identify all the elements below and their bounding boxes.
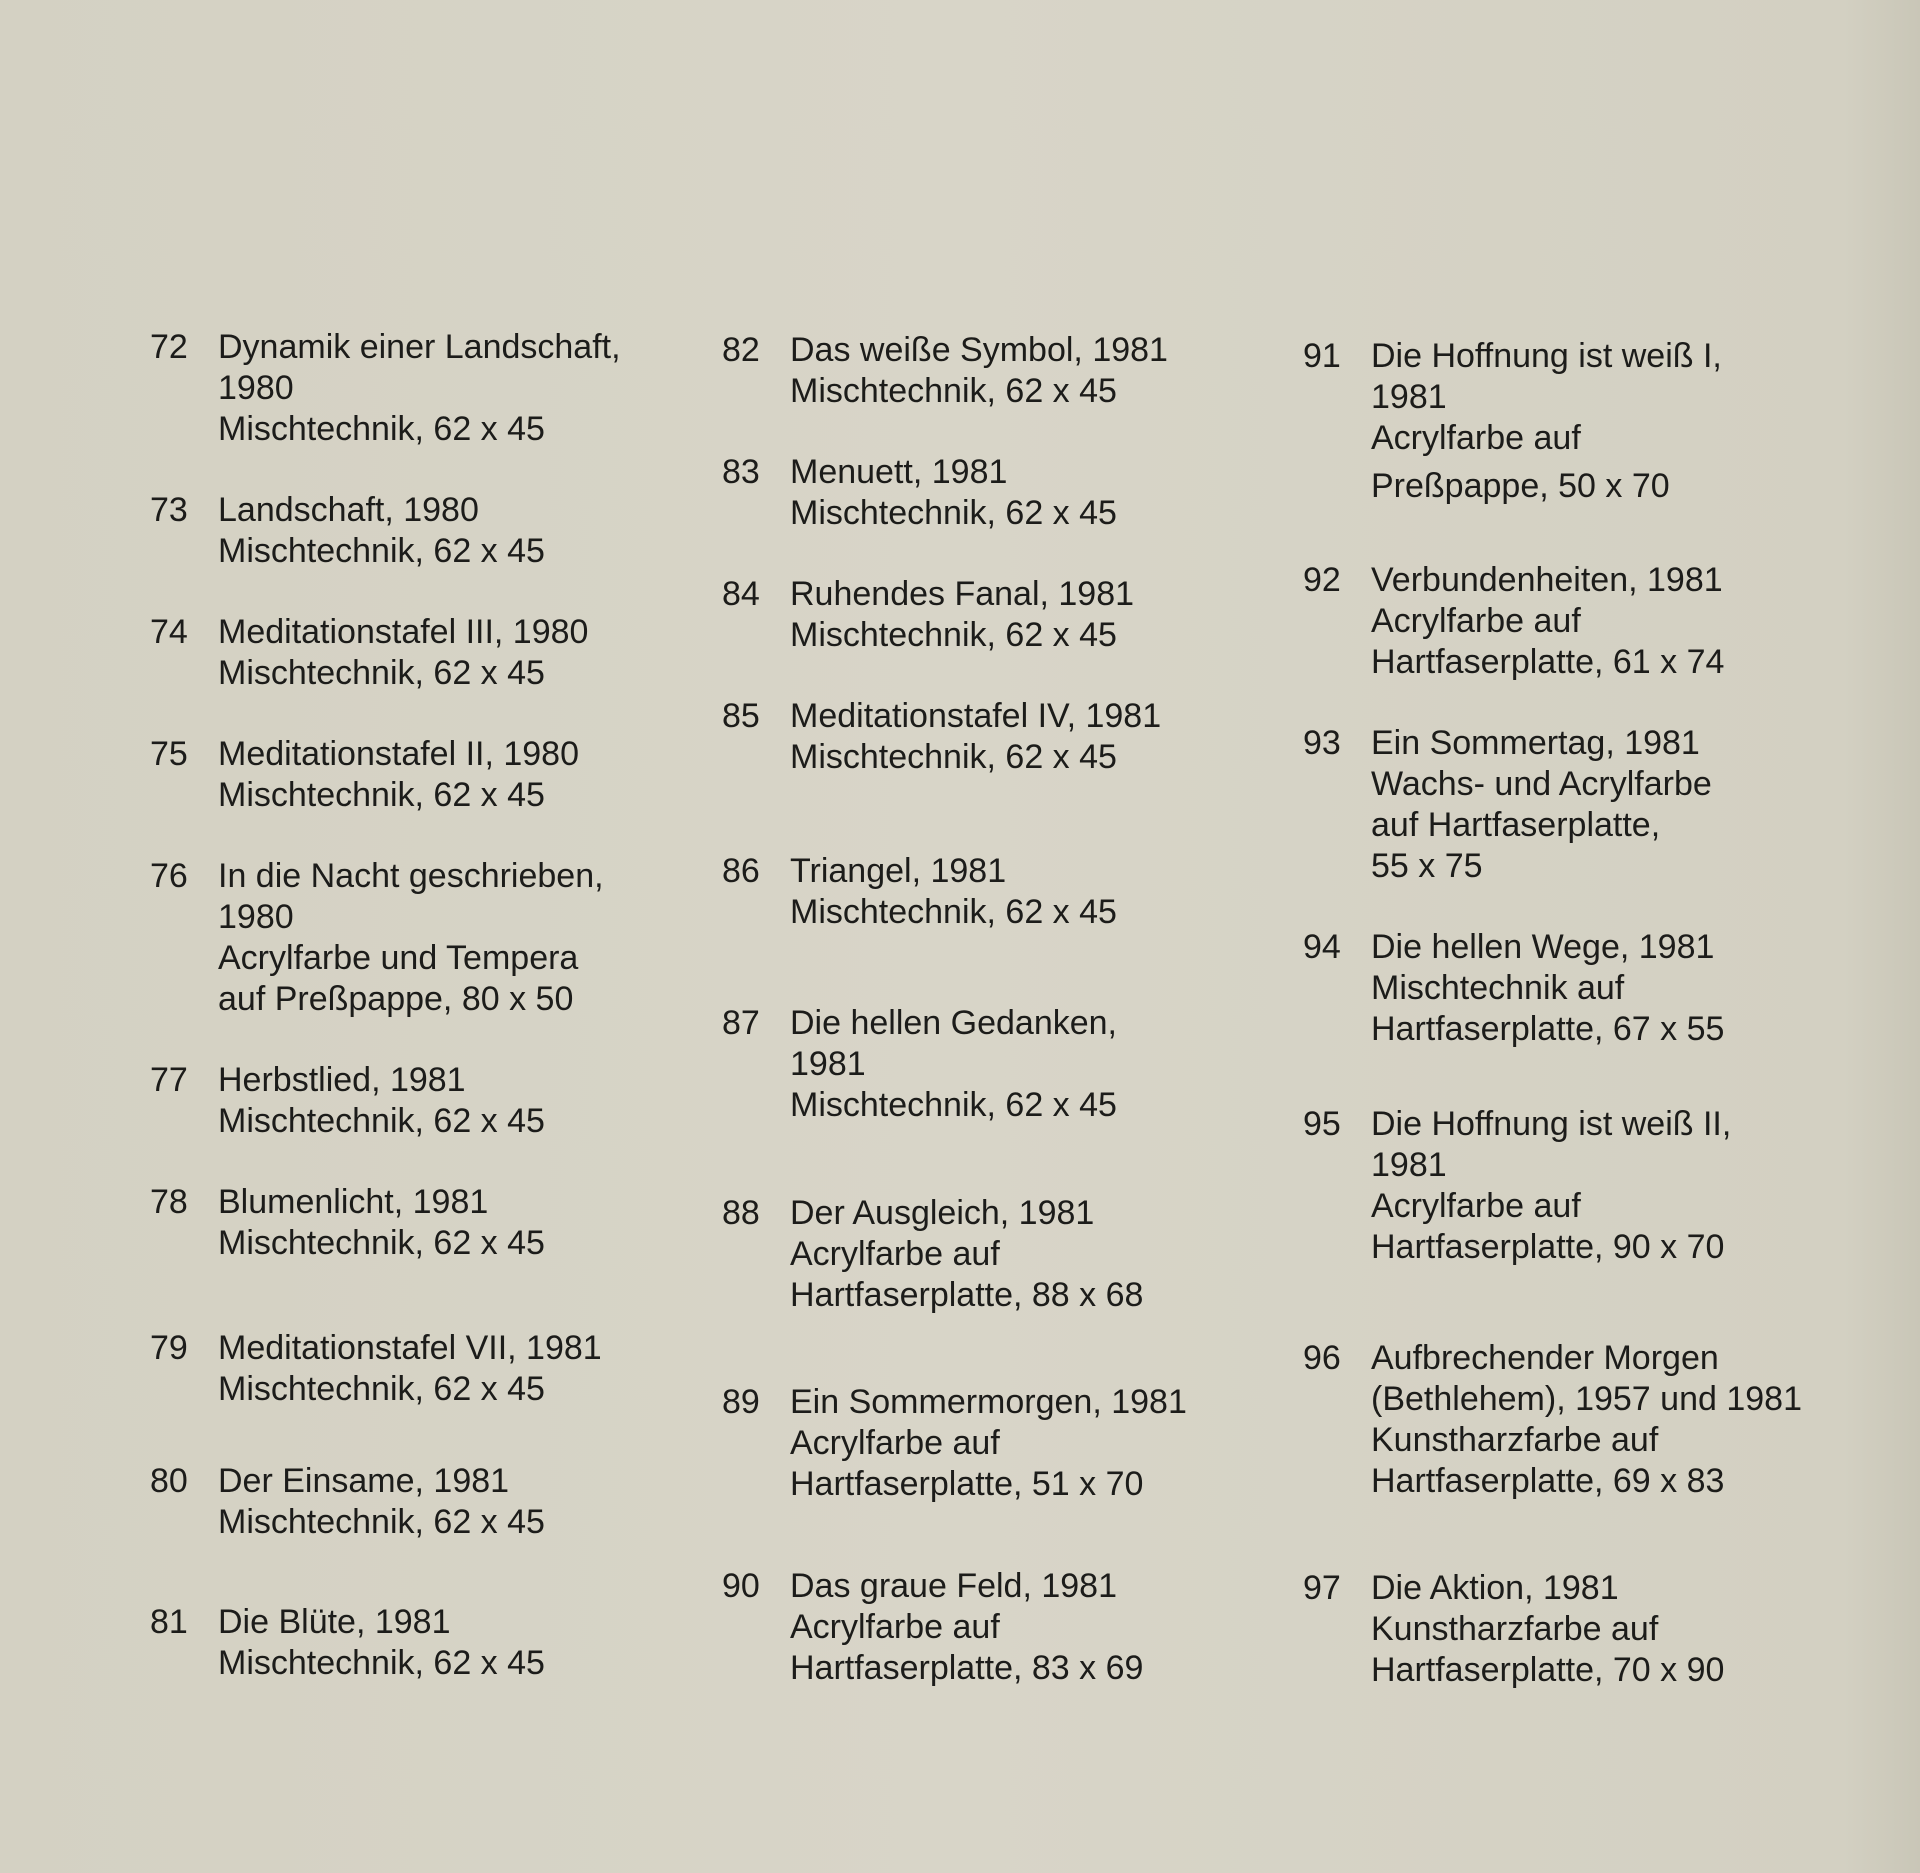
entry-number: 75 [150, 735, 188, 773]
entry-text [218, 1060, 778, 1142]
entry-line: Meditationstafel VII, 1981 [218, 1329, 602, 1367]
entry-line: In die Nacht geschrieben, [218, 857, 604, 895]
entry-line: Acrylfarbe auf [790, 1608, 1000, 1646]
entry-line: Aufbrechender Morgen [1371, 1339, 1719, 1377]
entry-line: Hartfaserplatte, 88 x 68 [790, 1276, 1144, 1314]
entry-text [218, 612, 778, 694]
entry-text [790, 452, 1350, 534]
entry-text [218, 734, 778, 816]
entry-number: 72 [150, 328, 188, 366]
entry-line: 1981 [790, 1045, 866, 1083]
entry-line: Hartfaserplatte, 67 x 55 [1371, 1010, 1725, 1048]
entry-text [790, 696, 1350, 778]
entry-line: Kunstharzfarbe auf [1371, 1421, 1659, 1459]
entry-text [790, 1003, 1350, 1126]
entry-number: 95 [1303, 1105, 1341, 1143]
entry-line: Acrylfarbe und Tempera [218, 939, 579, 977]
entry-line: (Bethlehem), 1957 und 1981 [1371, 1380, 1802, 1418]
entry-line: Der Einsame, 1981 [218, 1462, 510, 1500]
entry-line: Kunstharzfarbe auf [1371, 1610, 1659, 1648]
entry-line: 55 x 75 [1371, 847, 1483, 885]
entry-number: 86 [722, 852, 760, 890]
entry-line: Blumenlicht, 1981 [218, 1183, 489, 1221]
entry-text [218, 1182, 778, 1264]
entry-line: auf Preßpappe, 80 x 50 [218, 980, 574, 1018]
entry-line: Mischtechnik, 62 x 45 [218, 410, 545, 448]
entry-number: 77 [150, 1061, 188, 1099]
entry-text [218, 856, 778, 1020]
entry-line: Mischtechnik, 62 x 45 [218, 1370, 545, 1408]
entry-text [218, 1461, 778, 1543]
entry-text [790, 1193, 1350, 1316]
entry-number: 89 [722, 1383, 760, 1421]
entry-number: 83 [722, 453, 760, 491]
entry-line: Mischtechnik, 62 x 45 [790, 738, 1117, 776]
entry-line: 1980 [218, 898, 294, 936]
entry-number: 74 [150, 613, 188, 651]
entry-line: Wachs- und Acrylfarbe [1371, 765, 1712, 803]
entry-line: Acrylfarbe auf [790, 1424, 1000, 1462]
entry-text [790, 574, 1350, 656]
entry-line: Mischtechnik, 62 x 45 [218, 1644, 545, 1682]
entry-text [1371, 560, 1920, 683]
entry-text [1371, 1104, 1920, 1268]
entry-number: 94 [1303, 928, 1341, 966]
entry-line: Ruhendes Fanal, 1981 [790, 575, 1135, 613]
entry-line: Hartfaserplatte, 83 x 69 [790, 1649, 1144, 1687]
entry-line: Hartfaserplatte, 70 x 90 [1371, 1651, 1725, 1689]
entry-line: Ein Sommertag, 1981 [1371, 724, 1700, 762]
entry-number: 76 [150, 857, 188, 895]
entry-line: Herbstlied, 1981 [218, 1061, 466, 1099]
entry-line: Acrylfarbe auf [1371, 419, 1581, 457]
entry-line: Meditationstafel II, 1980 [218, 735, 580, 773]
entry-number: 78 [150, 1183, 188, 1221]
entry-text [218, 327, 778, 450]
entry-text [1371, 336, 1920, 507]
entry-line: Die Blüte, 1981 [218, 1603, 451, 1641]
entry-line: Mischtechnik auf [1371, 969, 1625, 1007]
entry-number: 73 [150, 491, 188, 529]
entry-line: Mischtechnik, 62 x 45 [218, 1102, 545, 1140]
entry-number: 90 [722, 1567, 760, 1605]
entry-line: Mischtechnik, 62 x 45 [218, 776, 545, 814]
entry-line: Mischtechnik, 62 x 45 [790, 893, 1117, 931]
entry-line: Acrylfarbe auf [1371, 1187, 1581, 1225]
entry-number: 84 [722, 575, 760, 613]
entry-line: Hartfaserplatte, 69 x 83 [1371, 1462, 1725, 1500]
entry-line: Die hellen Gedanken, [790, 1004, 1118, 1042]
entry-line: 1981 [1371, 1146, 1447, 1184]
entry-line: Verbundenheiten, 1981 [1371, 561, 1723, 599]
entry-line: Preßpappe, 50 x 70 [1371, 467, 1670, 505]
entry-text [790, 1566, 1350, 1689]
entry-line: Meditationstafel III, 1980 [218, 613, 589, 651]
entry-line: Das graue Feld, 1981 [790, 1567, 1117, 1605]
entry-line: Die Hoffnung ist weiß I, [1371, 337, 1722, 375]
entry-line: Mischtechnik, 62 x 45 [790, 494, 1117, 532]
entry-line: 1980 [218, 369, 294, 407]
entry-line: Ein Sommermorgen, 1981 [790, 1383, 1187, 1421]
entry-line: Landschaft, 1980 [218, 491, 479, 529]
entry-number: 82 [722, 331, 760, 369]
entry-line: Das weiße Symbol, 1981 [790, 331, 1168, 369]
entry-number: 81 [150, 1603, 188, 1641]
entry-line: Triangel, 1981 [790, 852, 1007, 890]
entry-line: Mischtechnik, 62 x 45 [218, 1224, 545, 1262]
entry-text [218, 490, 778, 572]
entry-line: Hartfaserplatte, 90 x 70 [1371, 1228, 1725, 1266]
entry-line: Mischtechnik, 62 x 45 [790, 616, 1117, 654]
entry-number: 85 [722, 697, 760, 735]
entry-number: 91 [1303, 337, 1341, 375]
entry-number: 97 [1303, 1569, 1341, 1607]
entry-line: Hartfaserplatte, 61 x 74 [1371, 643, 1725, 681]
entry-line: Mischtechnik, 62 x 45 [218, 1503, 545, 1541]
entry-number: 96 [1303, 1339, 1341, 1377]
entry-line: auf Hartfaserplatte, [1371, 806, 1661, 844]
entry-line: Mischtechnik, 62 x 45 [790, 1086, 1117, 1124]
entry-line: Acrylfarbe auf [1371, 602, 1581, 640]
entry-line: Meditationstafel IV, 1981 [790, 697, 1162, 735]
entry-number: 80 [150, 1462, 188, 1500]
entry-line: Die hellen Wege, 1981 [1371, 928, 1715, 966]
entry-line: Acrylfarbe auf [790, 1235, 1000, 1273]
entry-text [1371, 723, 1920, 887]
entry-number: 87 [722, 1004, 760, 1042]
entry-line: 1981 [1371, 378, 1447, 416]
entry-line: Mischtechnik, 62 x 45 [218, 532, 545, 570]
entry-number: 93 [1303, 724, 1341, 762]
entry-text [790, 330, 1350, 412]
entry-text [218, 1602, 778, 1684]
entry-text [790, 1382, 1350, 1505]
entry-line: Mischtechnik, 62 x 45 [218, 654, 545, 692]
entry-text [1371, 1338, 1920, 1502]
entry-text [1371, 927, 1920, 1050]
entry-line: Die Aktion, 1981 [1371, 1569, 1619, 1607]
entry-number: 92 [1303, 561, 1341, 599]
entry-text [790, 851, 1350, 933]
entry-line: Der Ausgleich, 1981 [790, 1194, 1095, 1232]
entry-number: 79 [150, 1329, 188, 1367]
entry-text [1371, 1568, 1920, 1691]
entry-line: Die Hoffnung ist weiß II, [1371, 1105, 1732, 1143]
entry-line: Hartfaserplatte, 51 x 70 [790, 1465, 1144, 1503]
entry-text [218, 1328, 778, 1410]
entry-line: Menuett, 1981 [790, 453, 1008, 491]
entry-line: Mischtechnik, 62 x 45 [790, 372, 1117, 410]
entry-number: 88 [722, 1194, 760, 1232]
entry-line: Dynamik einer Landschaft, [218, 328, 621, 366]
